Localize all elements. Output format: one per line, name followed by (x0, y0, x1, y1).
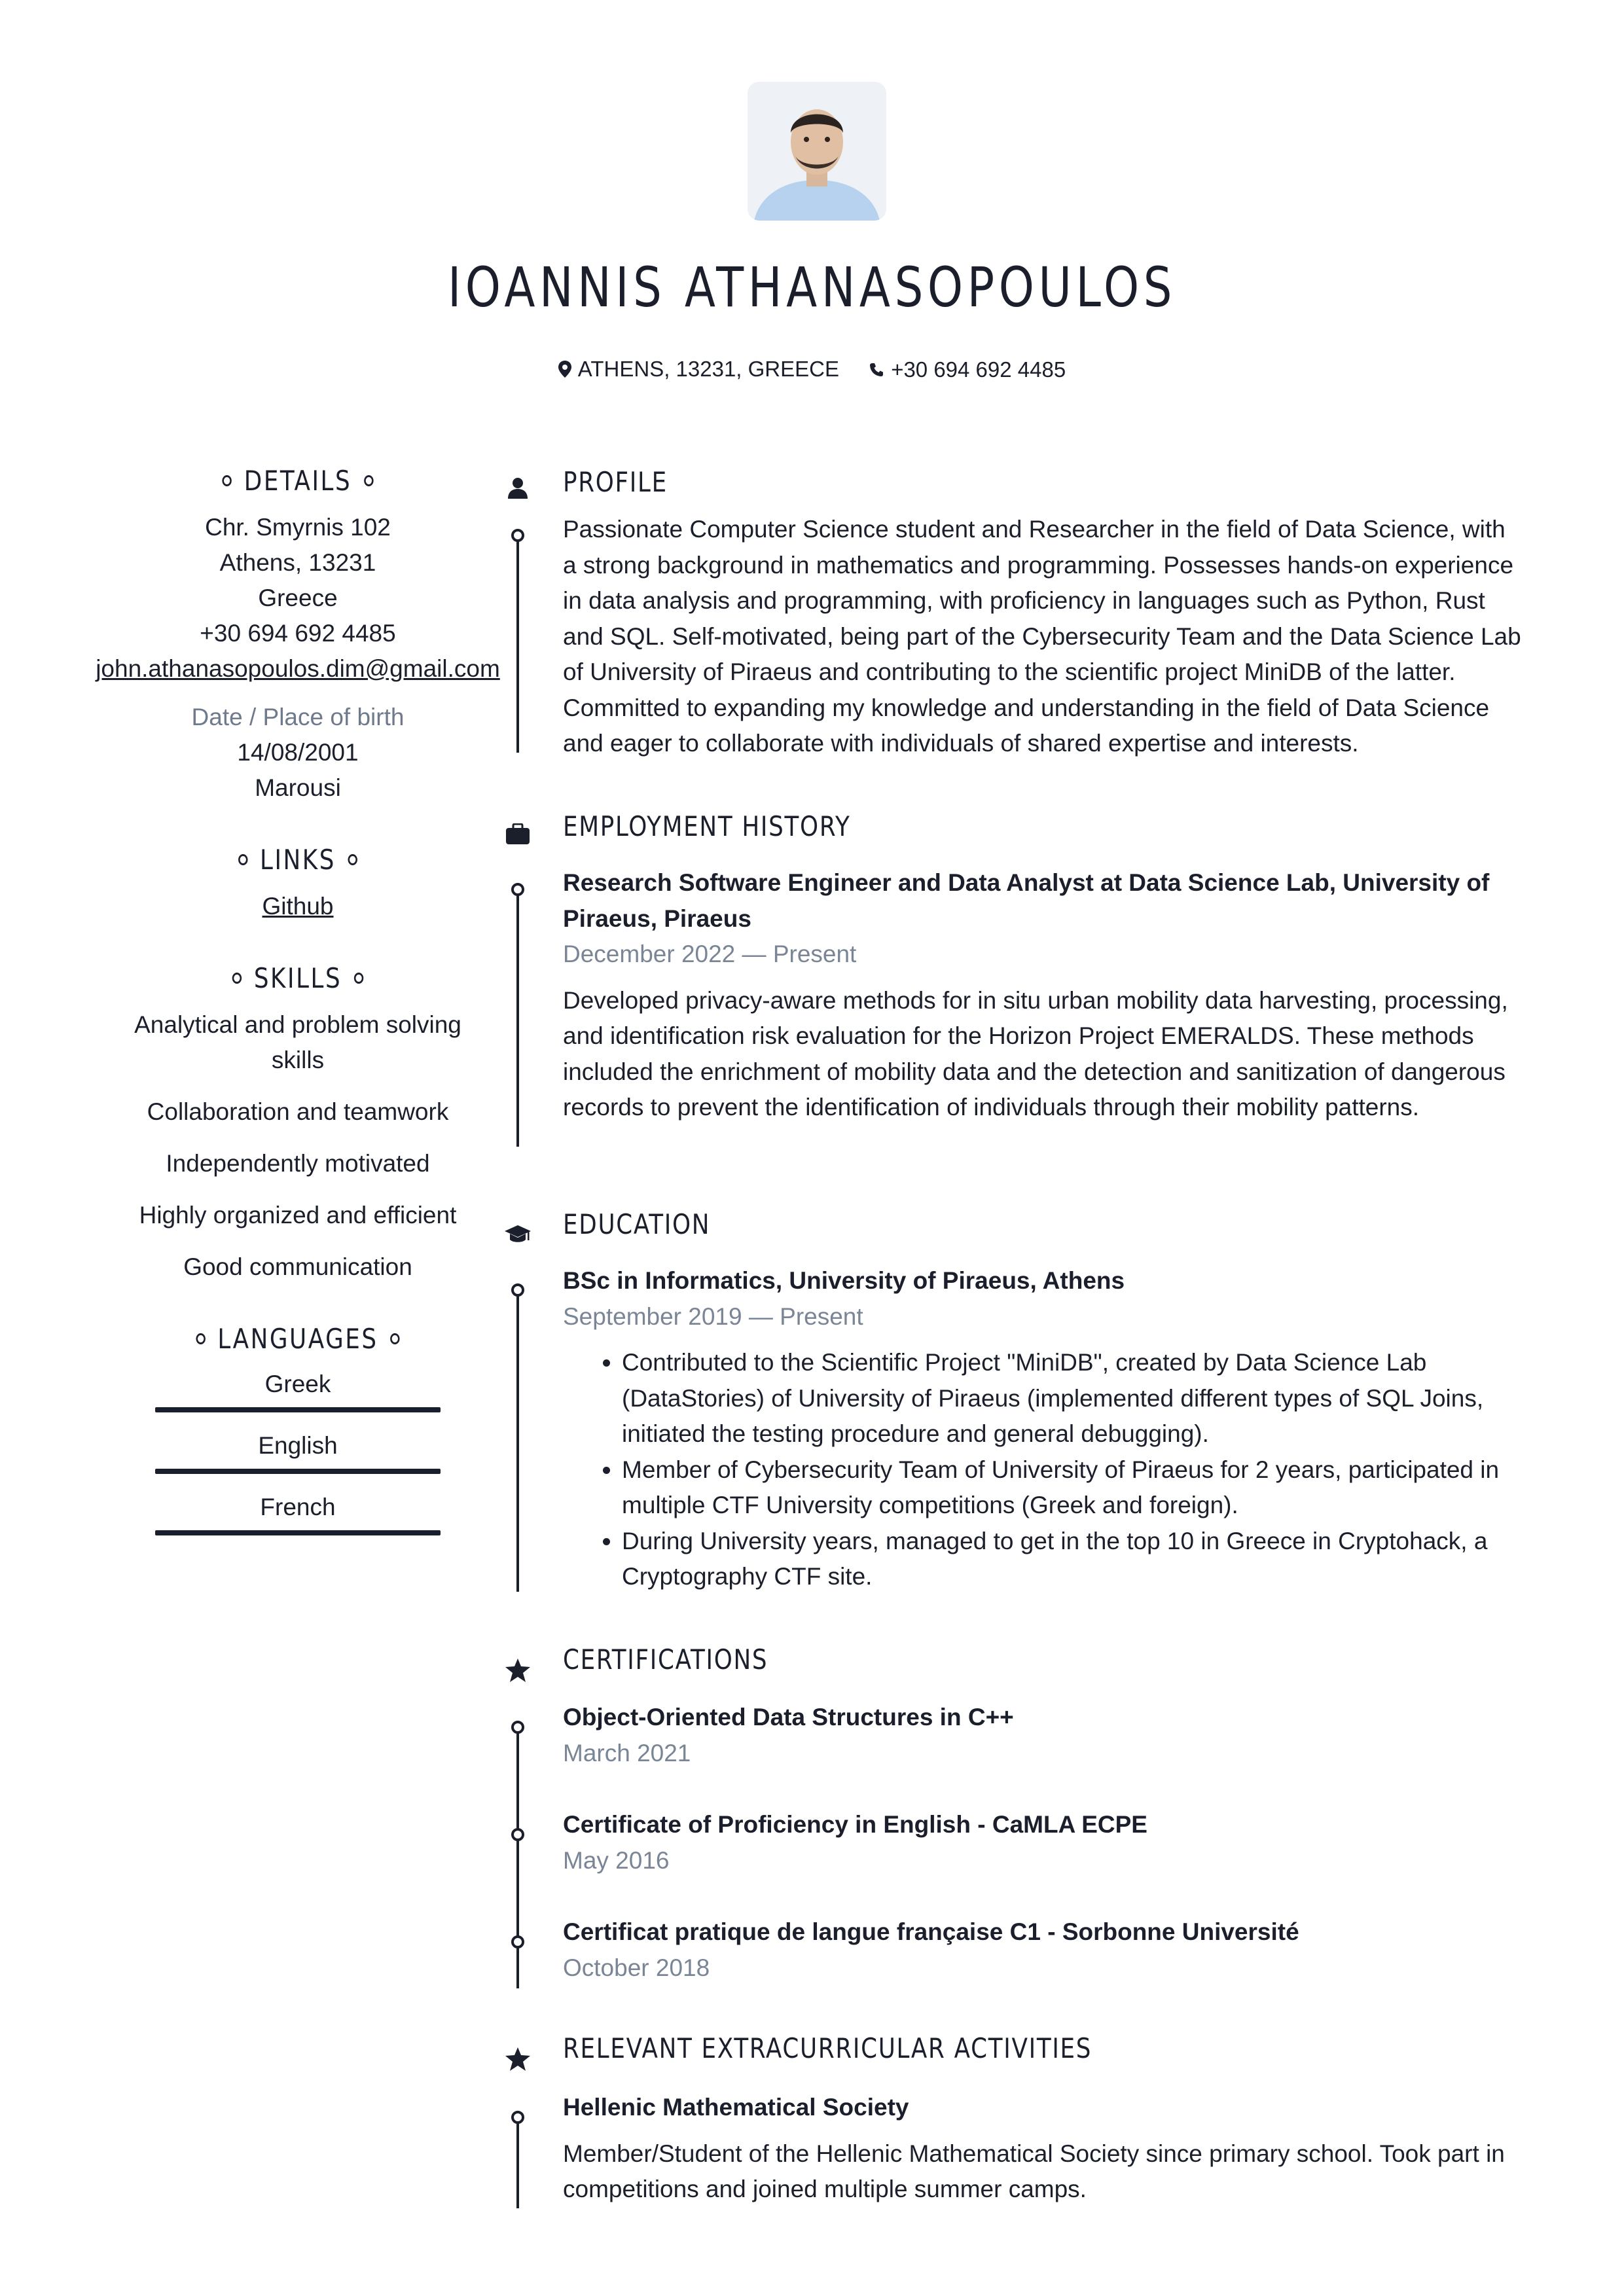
timeline-dot (511, 1935, 524, 1948)
degree-dates: September 2019 — Present (563, 1302, 863, 1330)
phone-item (869, 357, 1066, 382)
ring-icon (364, 475, 373, 486)
certification-date: October 2018 (563, 1954, 710, 1981)
skill-item: Independently motivated (166, 1150, 430, 1177)
timeline-line (516, 530, 519, 753)
activity-entry (563, 2090, 1525, 2208)
links-heading (122, 844, 473, 876)
graduation-cap-icon (505, 1221, 531, 1247)
ring-icon (354, 973, 363, 984)
ring-icon (390, 1333, 399, 1344)
activity-name: Hellenic Mathematical Society (563, 2094, 909, 2121)
activities-title: RELEVANT EXTRACURRICULAR ACTIVITIES (563, 2032, 1092, 2064)
certification-name: Certificate of Proficiency in English - CaMLA ECPE (563, 1811, 1147, 1838)
email-link[interactable]: john.athanasopoulos.dim@gmail.com (96, 655, 500, 682)
languages-heading (122, 1323, 473, 1355)
skill-item: Collaboration and teamwork (147, 1098, 449, 1125)
timeline-line (516, 885, 519, 1147)
skills-title: SKILLS (253, 962, 342, 994)
profile-title: PROFILE (563, 466, 668, 498)
address-country: Greece (258, 584, 338, 611)
timeline-dot (511, 1828, 524, 1841)
language-level-bar (155, 1469, 441, 1474)
profile-photo (748, 82, 886, 221)
skill-item: Analytical and problem solving skills (134, 1011, 461, 1073)
language-item: Greek (264, 1371, 331, 1397)
timeline-line (516, 2113, 519, 2208)
language-level-bar (155, 1407, 441, 1412)
languages-title: LANGUAGES (217, 1323, 378, 1355)
timeline-dot (511, 2111, 524, 2124)
job-dates: December 2022 — Present (563, 941, 857, 967)
details-heading (122, 465, 473, 497)
skill-item: Highly organized and efficient (139, 1202, 457, 1229)
degree-title: BSc in Informatics, University of Piraeus, Athens (563, 1267, 1125, 1294)
briefcase-icon (505, 821, 531, 847)
certification-name: Certificat pratique de langue française C1 - Sorbonne Université (563, 1918, 1299, 1945)
map-pin-icon (558, 361, 571, 378)
language-item: French (260, 1494, 336, 1520)
phone-icon (869, 362, 884, 378)
ring-icon (196, 1333, 205, 1344)
candidate-name: IOANNIS ATHANASOPOULOS (447, 255, 1177, 319)
skills-heading (122, 962, 473, 994)
links-title: LINKS (260, 844, 336, 876)
ring-icon (232, 973, 242, 984)
person-icon (505, 475, 531, 501)
birth-date: 14/08/2001 (237, 739, 359, 766)
job-title: Research Software Engineer and Data Analyst at Data Science Lab, University of Piraeus, Piraeus (563, 869, 1490, 932)
timeline-dot (511, 1283, 524, 1297)
certifications-title: CERTIFICATIONS (563, 1643, 768, 1676)
profile-text: Passionate Computer Science student and Researcher in the field of Data Science, with a strong background in mathematics and programming. Possesses hands-on experience in data analysis and programming, with proficiency in languages such as Python, Rust and SQL. Self-motivated, being part of the Cybersecurity Team and the Data Science Lab of University of Piraeus and contributing to the scientific project MiniDB of the latter. Committed to expanding my knowledge and understanding in the field of Data Science and eager to collaborate with individuals of shared expertise and interests. (563, 516, 1521, 757)
ring-icon (348, 854, 357, 865)
address-line2: Athens, 13231 (219, 549, 376, 576)
list-item: • Member of Cybersecurity Team of University of Piraeus for 2 years, participated in multiple CTF University competitions (Greek and foreign). (622, 1452, 1525, 1524)
activity-description: Member/Student of the Hellenic Mathematical Society since primary school. Took part in competitions and joined multiple summer camps. (563, 2140, 1505, 2202)
timeline-line (516, 1285, 519, 1592)
timeline-line (516, 1723, 519, 1988)
star-icon (505, 2046, 531, 2072)
education-title: EDUCATION (563, 1208, 711, 1240)
github-link[interactable]: Github (262, 893, 334, 920)
birth-label: Date / Place of birth (191, 704, 405, 730)
certification-name: Object-Oriented Data Structures in C++ (563, 1704, 1014, 1731)
contact-line (0, 357, 1624, 383)
language-level-bar (155, 1530, 441, 1535)
certification-entry (563, 1807, 1525, 1878)
birth-place: Marousi (255, 774, 341, 801)
certification-date: May 2016 (563, 1846, 670, 1874)
star-icon (505, 1657, 531, 1683)
details-title: DETAILS (244, 465, 352, 497)
left-column (92, 465, 504, 1551)
timeline-dot (511, 883, 524, 896)
address-line1: Chr. Smyrnis 102 (205, 514, 391, 541)
avatar (748, 82, 886, 221)
timeline-dot (511, 529, 524, 542)
education-bullets (563, 1345, 1525, 1595)
employment-title: EMPLOYMENT HISTORY (563, 810, 851, 842)
details-phone: +30 694 692 4485 (200, 620, 396, 647)
certification-entry (563, 1914, 1525, 1986)
language-item: English (258, 1432, 338, 1459)
employment-entry (563, 865, 1525, 1126)
list-item: • During University years, managed to get in the top 10 in Greece in Cryptohack, a Cryptography CTF site. (622, 1524, 1525, 1595)
phone-text: +30 694 692 4485 (891, 357, 1066, 382)
education-entry (563, 1263, 1525, 1595)
list-item: • Contributed to the Scientific Project "MiniDB", created by Data Science Lab (DataStories) of University of Piraeus (implemented different types of SQL Joins, initiated the testing procedure and general debugging). (622, 1345, 1525, 1452)
ring-icon (223, 475, 232, 486)
certification-entry (563, 1700, 1525, 1771)
location-item (558, 357, 839, 382)
skill-item: Good communication (183, 1253, 412, 1280)
ring-icon (238, 854, 247, 865)
timeline-dot (511, 1721, 524, 1734)
certification-date: March 2021 (563, 1739, 691, 1767)
location-text: ATHENS, 13231, GREECE (577, 357, 840, 381)
job-description: Developed privacy-aware methods for in situ urban mobility data harvesting, processing, and identification risk evaluation for the Horizon Project EMERALDS. These methods included the enrichment of mobility data and the detection and sanitization of dangerous records to prevent the identification of individuals through their mobility patterns. (563, 986, 1508, 1121)
